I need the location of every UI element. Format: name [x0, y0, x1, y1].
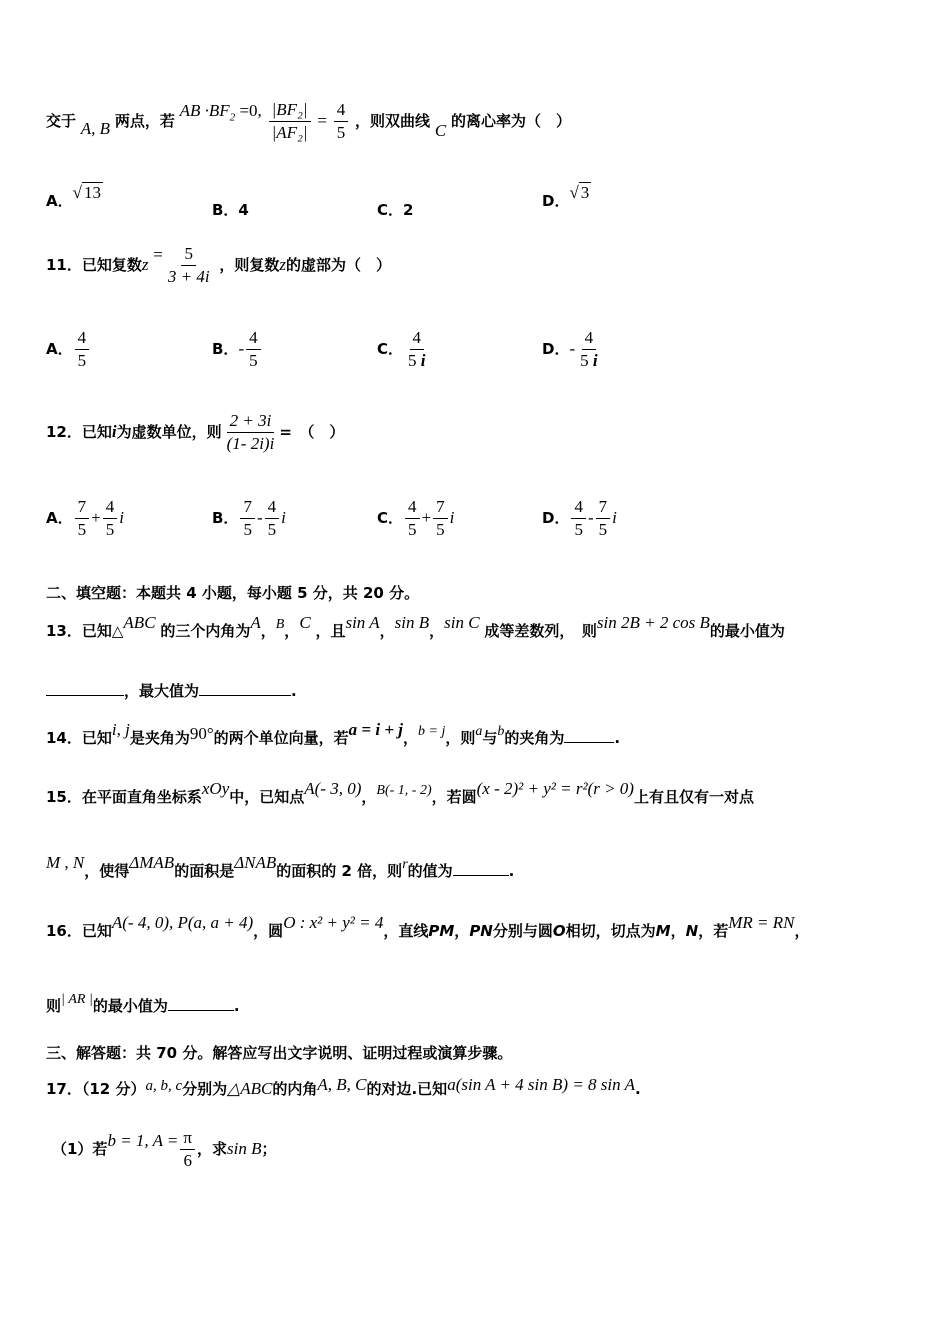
- q15-point-b: B(- 1, - 2): [376, 783, 432, 798]
- q16-circle: O : x² + y² = 4: [283, 913, 384, 932]
- q15-mn: M , N: [46, 853, 85, 872]
- q15-nab: ΔNAB: [234, 853, 277, 872]
- q15-prefix: 15．在平面直角坐标系: [46, 788, 202, 806]
- q14-a-eq: a = i + j: [348, 720, 403, 739]
- q16-t1: ，圆: [253, 922, 284, 940]
- q16-t2: ，直线: [383, 922, 429, 940]
- q14-end: .: [614, 729, 621, 747]
- q15-t7: 的值为: [407, 862, 453, 880]
- q16-line: 16．已知A(- 4, 0), P(a, a + 4)，圆O : x² + y² = 4，直线PM，PN分别与圆O相切，切点为M，N，若MR = RN，: [46, 913, 810, 940]
- q11-option-d[interactable]: D．- $\frac{4}{5 i}$: [542, 328, 598, 370]
- q16-n: N: [685, 922, 699, 940]
- q17-prefix: 17．（12 分）: [46, 1080, 146, 1098]
- q17-part1-label: （1）若: [52, 1140, 108, 1158]
- q15-t1: 中，已知点: [229, 788, 305, 806]
- q16-prefix: 16．已知: [46, 922, 112, 940]
- q10-suffix1: ，则双曲线: [355, 112, 431, 130]
- q14-t2: 的两个单位向量，若: [213, 729, 349, 747]
- q16-t4: 分别与圆: [492, 922, 553, 940]
- q14-deg: 90°: [189, 724, 214, 743]
- q13-line2: [46, 680, 297, 701]
- q17-triangle: △ABC: [227, 1079, 273, 1098]
- q17-t1: 分别为: [182, 1080, 228, 1098]
- q10-suffix2: 的离心率为（ ）: [450, 112, 571, 130]
- q11-z2: z: [279, 255, 286, 274]
- q12-option-c[interactable]: C． $\frac{4}{5}$ + $\frac{7}{5}$ i: [377, 497, 455, 539]
- q11-suffix: ，则复数: [219, 256, 280, 274]
- q17-equation: a(sin A + 4 sin B) = 8 sin A: [447, 1075, 635, 1094]
- q15-point-a: A(- 3, 0): [304, 779, 362, 798]
- q14-t3: ，则: [445, 729, 476, 747]
- q17-t2: 的内角: [272, 1080, 318, 1098]
- q15-t5: 的面积是: [174, 862, 235, 880]
- q11-z: z: [141, 255, 149, 274]
- q11-prefix: 11．已知复数: [46, 256, 142, 274]
- q15-t3: 上有且仅有一对点: [633, 788, 754, 806]
- q10-points: A, B: [80, 119, 111, 138]
- q15-blank[interactable]: [453, 861, 509, 876]
- q12-option-a[interactable]: A． $\frac{7}{5}$ + $\frac{4}{5}$ i: [46, 497, 124, 539]
- q10-ratio: $\frac{4}{5}$: [334, 100, 349, 143]
- q16-line2-pre: 则: [46, 997, 62, 1015]
- q13-line2-end: .: [291, 682, 297, 700]
- q12-option-b[interactable]: B． $\frac{7}{5}$ - $\frac{4}{5}$ i: [212, 497, 286, 539]
- q13-max-blank[interactable]: [199, 681, 291, 696]
- q12-mid: 为虚数单位，则: [116, 423, 222, 441]
- q15-circle: (x - 2)² + y² = r²(r > 0): [476, 779, 634, 798]
- q12-suffix: = （ ）: [279, 423, 345, 441]
- q14-a: a: [475, 724, 483, 739]
- q17-part1-end: ；: [261, 1140, 277, 1158]
- q17-part1-t: ，求: [197, 1140, 228, 1158]
- q16-cond: MR = RN: [728, 913, 795, 932]
- q17-end: .: [634, 1080, 641, 1098]
- q15-t2: ，若圆: [431, 788, 477, 806]
- q10-eq: =: [317, 111, 327, 130]
- q16-o: O: [552, 922, 566, 940]
- q15-t6: 的面积的 2 倍，则: [276, 862, 403, 880]
- q16-line2: [46, 992, 240, 1016]
- q10-abs-fraction: $\frac{\text{|BF₂|}}{\text{|AF₂|}}$: [269, 100, 311, 143]
- q10-option-d[interactable]: D．√ 3: [542, 183, 590, 210]
- q17-part1-ask: sin B: [227, 1139, 262, 1158]
- q15-xoy: xOy: [201, 779, 230, 798]
- q13-t2: ，且: [315, 622, 346, 640]
- q10-option-c[interactable]: C．2: [377, 201, 414, 219]
- q14-line: 14．已知i, j是夹角为90°的两个单位向量，若a = i + j，b = j，则a与b的夹角为 .: [46, 720, 621, 747]
- q11-option-a[interactable]: A． $\frac{4}{5}$: [46, 328, 91, 371]
- q13-a: A: [250, 613, 261, 632]
- q11-fraction: $\frac{5}{3 + 4i}$: [167, 244, 210, 286]
- q15-mab: ΔMAB: [129, 853, 175, 872]
- q15-t4: ，使得: [84, 862, 130, 880]
- q13-t3: 成等差数列， 则: [484, 622, 597, 640]
- q11-option-c[interactable]: C． $\frac{4}{5 i}$: [377, 328, 426, 370]
- q13-abc: ABC: [123, 613, 156, 632]
- q13-sin-b: sin B: [394, 613, 430, 632]
- q13-b: B: [275, 617, 285, 632]
- q17-angles: A, B, C: [317, 1075, 367, 1094]
- q16-ar: | AR |: [61, 992, 93, 1007]
- q13-c: C: [299, 613, 311, 632]
- q13-t4: 的最小值为: [709, 622, 785, 640]
- q15-r: r: [402, 857, 408, 872]
- q13-expr: sin 2B + 2 cos B: [596, 613, 710, 632]
- q15-line2: [46, 853, 515, 881]
- q14-prefix: 14．已知: [46, 729, 112, 747]
- q16-pn: PN: [469, 922, 493, 940]
- section-3-heading: 三、解答题：共 70 分。解答应写出文字说明、证明过程或演算步骤。: [46, 1044, 513, 1062]
- q13-line2-mid: ，最大值为: [124, 682, 200, 700]
- q10-option-a[interactable]: A．√ 13: [46, 183, 101, 210]
- q13-sin-c: sin C: [444, 613, 480, 632]
- q12-i: i: [111, 422, 117, 441]
- q16-t7: ，若: [698, 922, 729, 940]
- q17-line: [46, 1075, 641, 1099]
- q14-blank[interactable]: [564, 728, 614, 743]
- q10-c: C: [434, 121, 447, 140]
- q17-abc: a, b, c: [145, 1078, 183, 1094]
- q12-prefix: 12．已知: [46, 423, 112, 441]
- q12-option-d[interactable]: D． $\frac{4}{5}$ - $\frac{7}{5}$ i: [542, 497, 617, 539]
- q14-t1: 是夹角为: [129, 729, 190, 747]
- q17-t3: 的对边.已知: [366, 1080, 448, 1098]
- q16-pm: PM: [428, 922, 455, 940]
- q16-m: M: [655, 922, 671, 940]
- q13-prefix: 13．已知△: [46, 622, 124, 640]
- q16-points: A(- 4, 0), P(a, a + 4): [111, 913, 254, 932]
- q16-t5: 相切，切点为: [565, 922, 656, 940]
- q14-t5: 的夹角为: [504, 729, 565, 747]
- q12-fraction: $\frac{2 + 3i}{(1- 2i)i}$: [226, 411, 275, 453]
- q14-b-eq: b = j: [418, 724, 446, 739]
- q16-end: .: [233, 997, 240, 1015]
- q14-ij: i, j: [111, 720, 130, 739]
- q13-t1: 的三个内角为: [160, 622, 251, 640]
- q10-mid: 两点，若: [114, 112, 175, 130]
- q12-line: [46, 411, 344, 454]
- q11-line: [46, 244, 391, 287]
- q11-suffix2: 的虚部为（ ）: [286, 256, 392, 274]
- q11-eq: =: [153, 245, 163, 264]
- q16-line2-mid: 的最小值为: [92, 997, 168, 1015]
- q13-line: 13．已知△ABC 的三个内角为A，B，C ，且sin A，sin B，sin C 成等差数列， 则sin 2B + 2 cos B的最小值为: [46, 613, 785, 640]
- q10-option-b[interactable]: B．4: [212, 201, 249, 219]
- q17-part1-cond: b = 1, A =: [107, 1131, 179, 1150]
- q10-vector-expr: AB $\cdot BF_2$: [179, 101, 236, 124]
- q14-b: b: [497, 724, 505, 739]
- q11-option-b[interactable]: B．- $\frac{4}{5}$: [212, 328, 263, 371]
- q16-blank[interactable]: [168, 996, 234, 1011]
- q17-part1: [52, 1128, 277, 1171]
- q10-prefix: 交于: [46, 112, 77, 130]
- q17-pi-over-6: $\frac{\pi}{6}$: [180, 1128, 195, 1171]
- q15-end: .: [508, 862, 515, 880]
- q10-eq0: =0,: [235, 101, 262, 120]
- q15-line: 15．在平面直角坐标系xOy中，已知点A(- 3, 0)，B(- 1, - 2)，若圆(x - 2)² + y² = r²(r > 0)上有且仅有一对点: [46, 779, 754, 806]
- q10-line: [46, 100, 571, 143]
- section-2-heading: 二、填空题：本题共 4 小题，每小题 5 分，共 20 分。: [46, 584, 420, 602]
- q13-min-blank[interactable]: [46, 681, 124, 696]
- q14-t4: 与: [482, 729, 498, 747]
- q13-sin-a: sin A: [345, 613, 380, 632]
